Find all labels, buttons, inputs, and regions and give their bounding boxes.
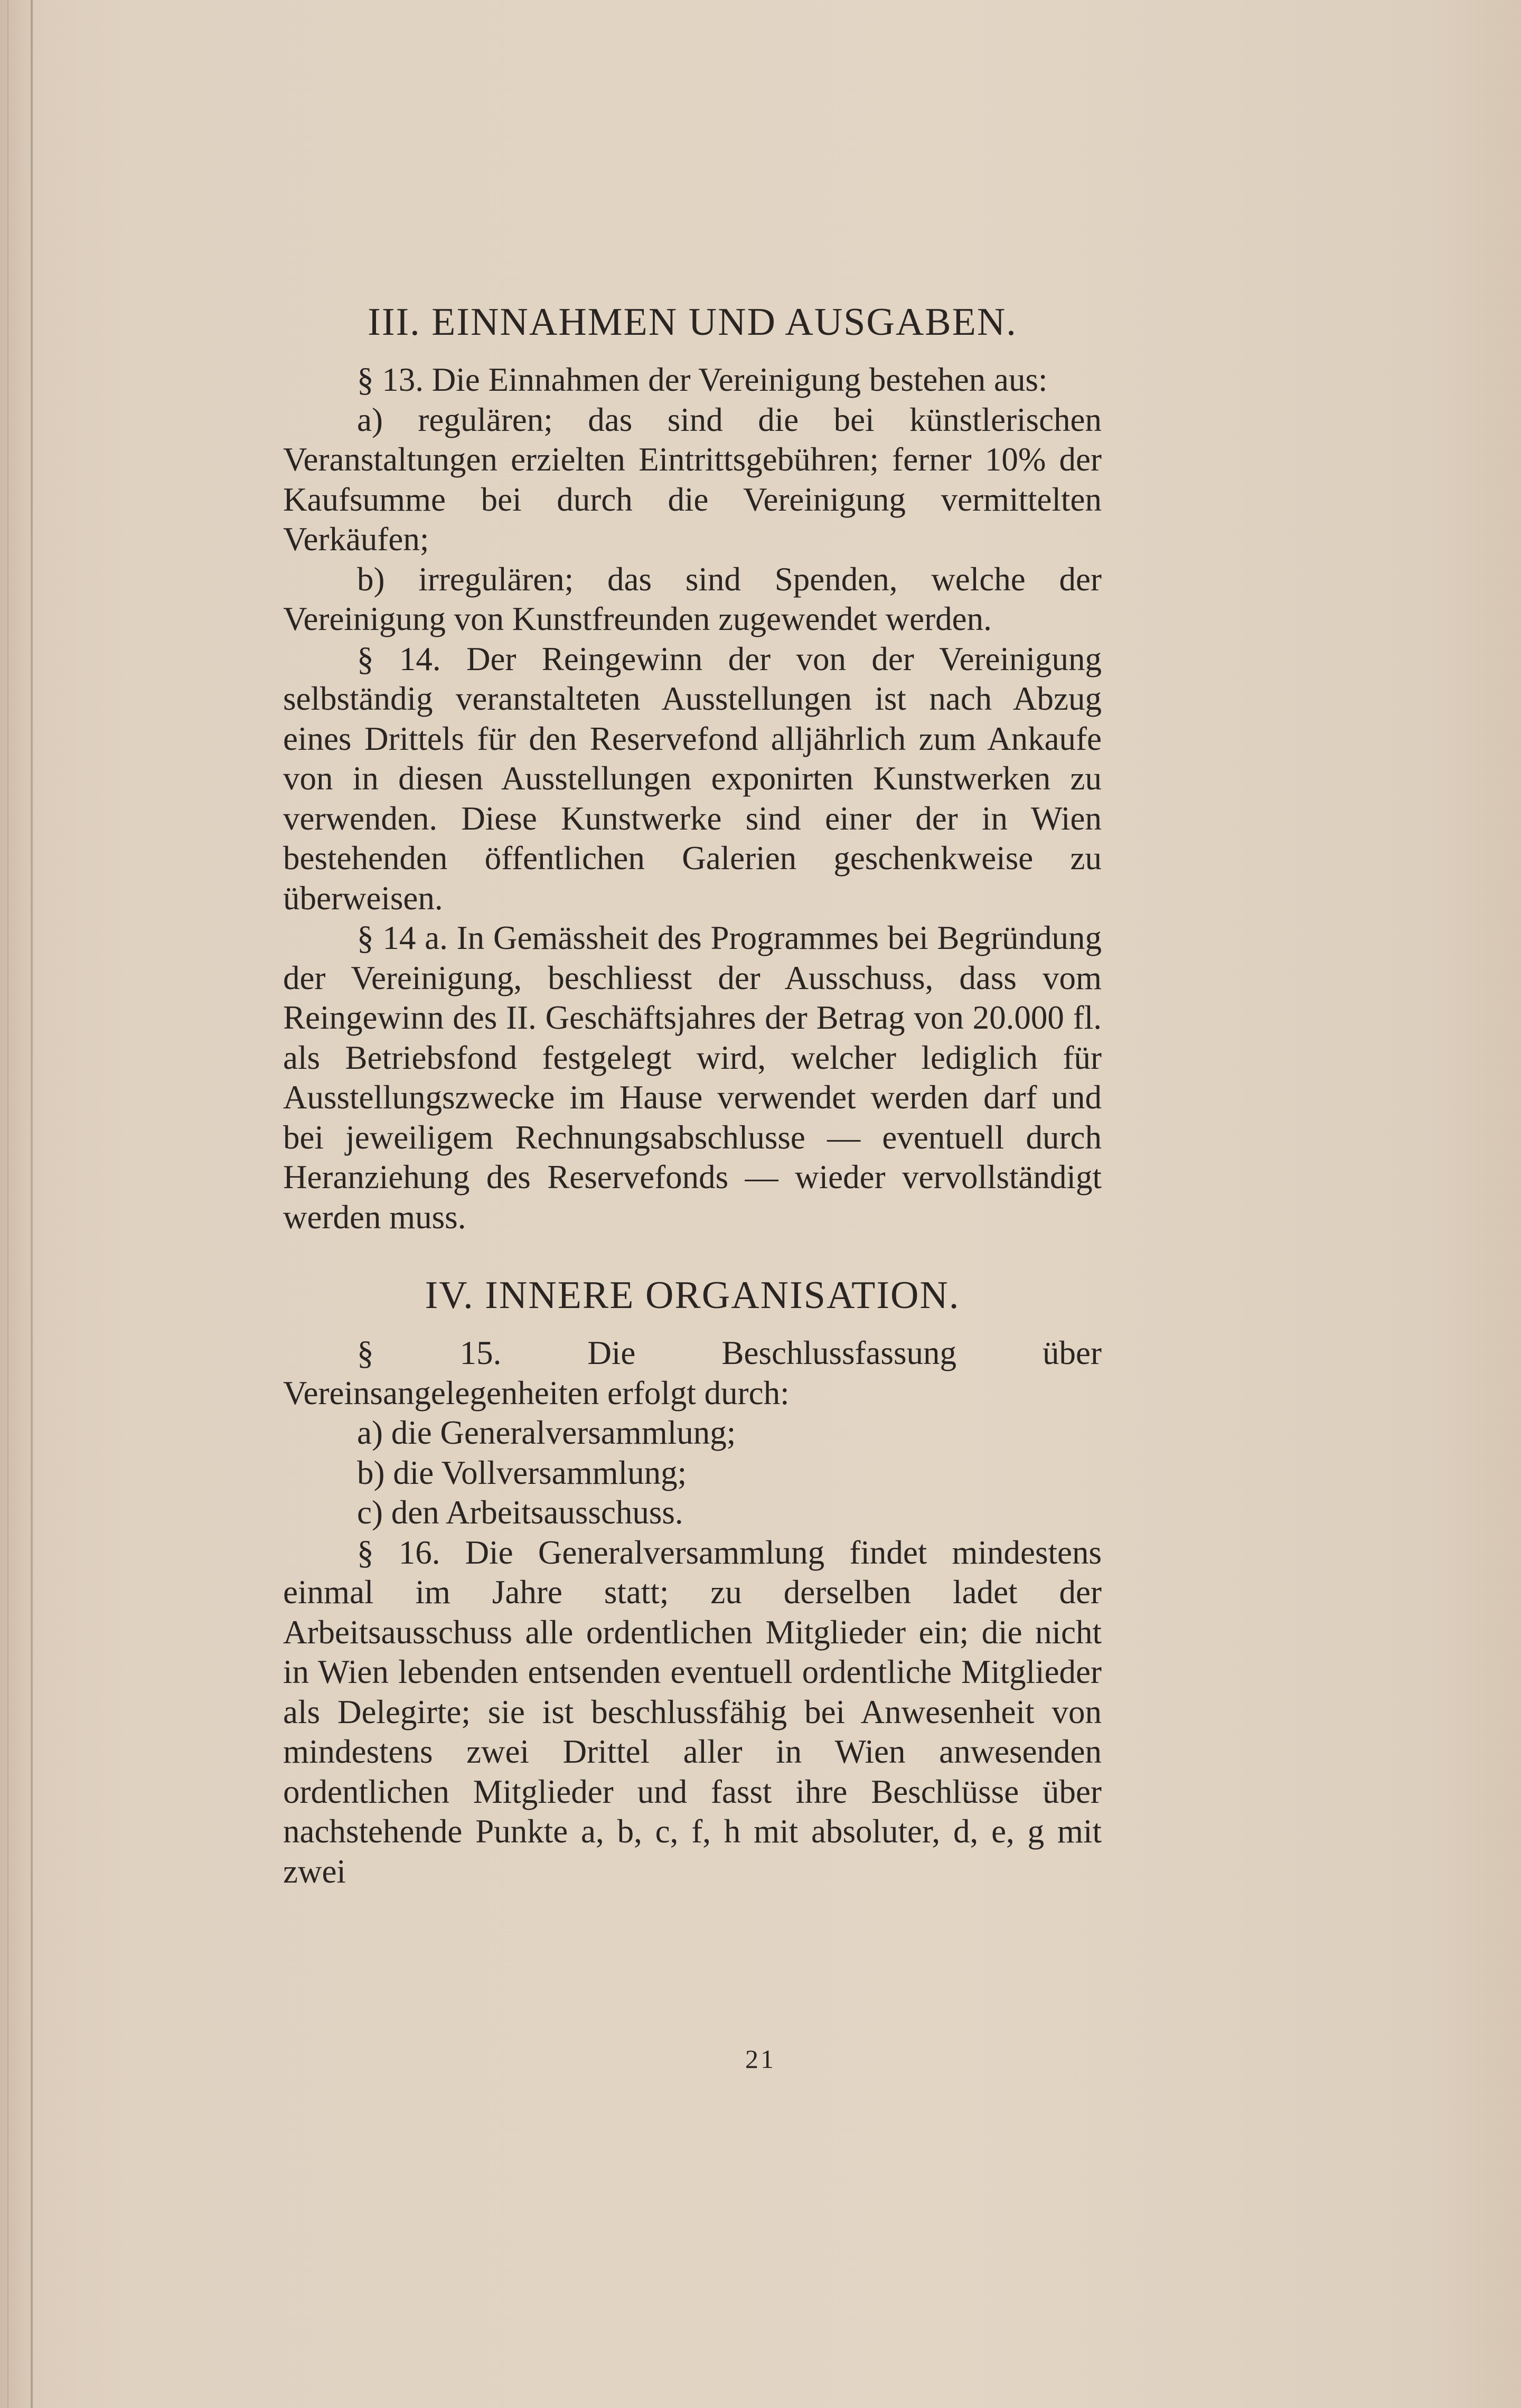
section-heading-einnahmen: III. EINNAHMEN UND AUSGABEN. (368, 300, 1017, 344)
paragraph-15-b: b) die Vollversammlung; (357, 1454, 687, 1491)
paragraph-13-b: b) irregulären; das sind Spenden, welche der Vereinigung von Kunstfreunden zugewendet werden. (283, 560, 1102, 637)
section-heading-organisation: IV. INNERE ORGANISATION. (425, 1274, 960, 1317)
paragraph-15-a: a) die Generalversammlung; (357, 1414, 736, 1451)
paragraph-14: § 14. Der Reingewinn der von der Vereinigung selbständig veranstalteten Ausstellungen ist nach Abzug eines Drittels für den Reservefond alljährlich zum Ankaufe von in diesen Ausstellungen exponirten Kunstwerken zu verwenden. Diese Kunstwerke sind einer der in Wien bestehenden öffentlichen Galerien geschenkweise zu überweisen. (283, 640, 1102, 917)
paragraph-13: § 13. Die Einnahmen der Vereinigung bestehen aus: (357, 361, 1048, 398)
paragraph-14a: § 14 a. In Gemässheit des Programmes bei Begründung der Vereinigung, beschliesst der Ausschuss, dass vom Reingewinn des II. Geschäftsjahres der Betrag von 20.000 fl. als Betriebsfond festgelegt wird, welcher lediglich für Ausstellungszwecke im Hause verwendet werden darf und bei jeweiligem Rechnungsabschlusse — eventuell durch Heranziehung des Reservefonds — wieder vervollständigt werden muss. (283, 919, 1102, 1236)
paragraph-13-a: a) regulären; das sind die bei künstlerischen Veranstaltungen erzielten Eintrittsgebühren; ferner 10% der Kaufsumme bei durch die Vereinigung vermittelten Verkäufen; (283, 401, 1102, 558)
paragraph-15: § 15. Die Beschlussfassung über Vereinsangelegenheiten erfolgt durch: (283, 1334, 1102, 1412)
text-block (283, 296, 1102, 1892)
page-number: 21 (745, 2044, 776, 2074)
paragraph-16: § 16. Die Generalversammlung findet mindestens einmal im Jahre statt; zu derselben ladet der Arbeitsausschuss alle ordentlichen Mitglieder ein; die nicht in Wien lebenden entsenden eventuell ordentliche Mitglieder als Delegirte; sie ist beschlussfähig bei Anwesenheit von mindestens zwei Drittel aller in Wien anwesenden ordentlichen Mitglieder und fasst ihre Beschlüsse über nachstehende Punkte a, b, c, f, h mit absoluter, d, e, g mit zwei (283, 1534, 1102, 1890)
paragraph-15-c: c) den Arbeitsausschuss. (357, 1494, 683, 1531)
